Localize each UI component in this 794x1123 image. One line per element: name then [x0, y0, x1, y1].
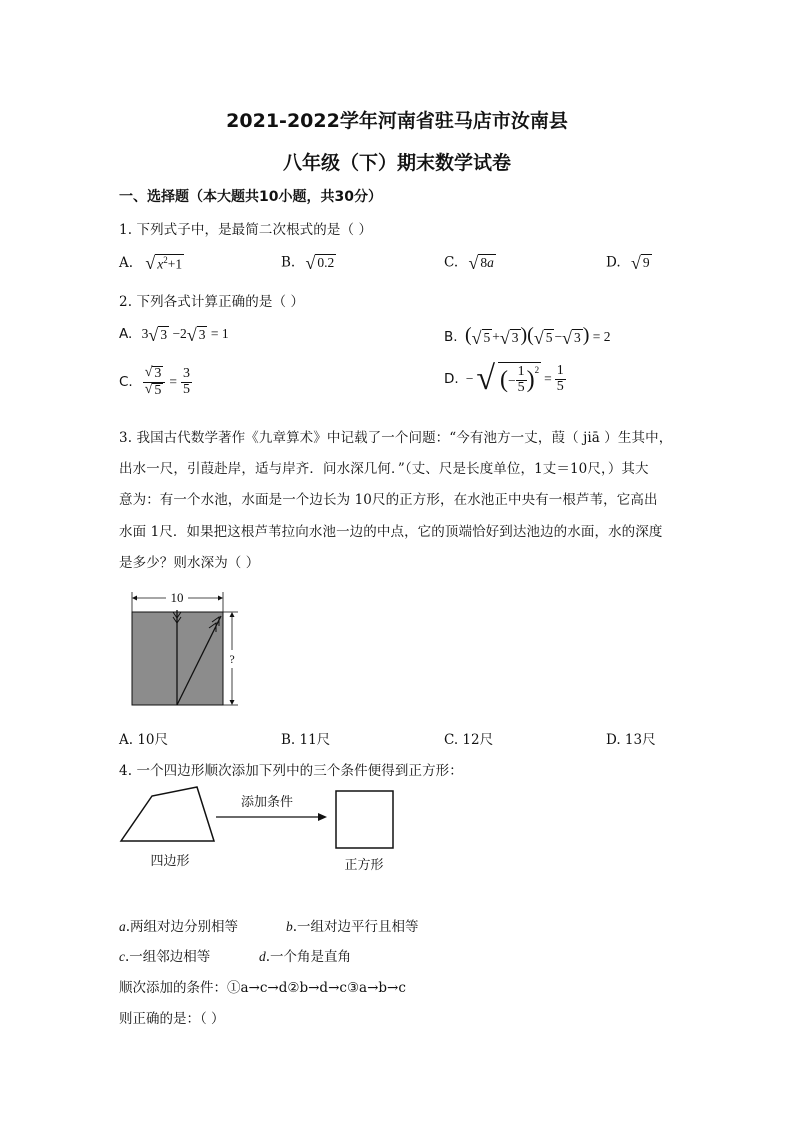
q2-c-fn: 3 — [183, 366, 191, 382]
q2-d-neg: − — [465, 371, 474, 386]
q2-a-radical-2: √ 3 — [186, 325, 206, 345]
q4-cond-b-text: .一组对边平行且相等 — [292, 919, 419, 935]
q1-option-a — [119, 254, 184, 273]
q1-option-b — [281, 254, 336, 272]
q2-c-d: 5 — [154, 382, 162, 398]
q4-cond-d-letter: d — [259, 949, 266, 964]
q4-cond-d-text: .一个角是直角 — [265, 949, 352, 965]
q1-c-radical: √ 8a — [468, 253, 494, 273]
q2-b-r1: 5 — [483, 329, 491, 345]
q2-a-minus: −2 — [172, 326, 187, 342]
q2-d-label: D. — [444, 371, 459, 387]
q2-b-rad3: √ 5 — [533, 327, 553, 348]
q3-width-label: 10 — [170, 590, 184, 605]
q4-right-label: 正方形 — [344, 858, 384, 873]
q1-d-radical: √ 9 — [630, 253, 650, 273]
q1-b-radical: √ 0.2 — [305, 253, 335, 273]
q2-a-radical-1: √ 3 — [148, 325, 168, 345]
q2-stem: 2. 下列各式计算正确的是（ ） — [119, 294, 305, 310]
q2-option-a — [119, 326, 229, 344]
q2-d-radicand: ( − $\frac{1}{5}$ ) $^2$ — [499, 364, 540, 395]
q4-quadrilateral — [121, 787, 214, 841]
q4-condition-d — [259, 945, 351, 965]
q1-a-radical: √ $x^2+1$ — [145, 253, 183, 273]
q2-c-fd: 5 — [183, 381, 191, 397]
q2-option-b: B. ( √ 5 + √ 3 )( √ 5 − √ 3 ) = 2 — [444, 324, 611, 348]
q2-option-c — [119, 366, 192, 399]
q4-cond-c-letter: c — [119, 949, 125, 964]
q4-condition-b — [286, 915, 419, 935]
q2-d-fn: 1 — [517, 364, 525, 380]
q2-c-fraction-right — [181, 367, 192, 397]
q2-d-exp: 2 — [534, 365, 540, 376]
q3-option-c: C. 12尺 — [444, 732, 494, 748]
q4-cond-b-letter: b — [286, 919, 293, 934]
q1-stem: 1. 下列式子中，是最简二次根式的是（ ） — [119, 222, 373, 238]
q2-b-rad1: √ 5 — [471, 327, 491, 348]
q2-a-r1: 3 — [160, 327, 168, 342]
q1-b-label: B. — [281, 254, 296, 271]
q1-b-val: 0.2 — [317, 255, 335, 270]
q2-c-label: C. — [119, 374, 133, 391]
q2-b-eq: = 2 — [592, 329, 611, 344]
q2-a-r2: 3 — [198, 327, 206, 342]
q2-b-plus: + — [492, 329, 500, 344]
q3-line2: 出水一尺，引葭赴岸，适与岸齐．问水深几何．”（丈、尺是长度单位，1丈＝10尺，）其大 — [119, 461, 649, 477]
q2-d-inner-fraction — [516, 365, 527, 395]
q1-a-label: A. — [119, 254, 134, 271]
q2-d-eq: = — [544, 371, 552, 386]
q4-arrow-label: 添加条件 — [240, 795, 294, 810]
q4-square — [336, 791, 393, 848]
q2-b-r4: 3 — [574, 329, 581, 345]
q2-b-rad2: √ 3 — [499, 327, 519, 348]
q3-line5: 是多少？则水深为（ ） — [119, 555, 260, 571]
q1-a-rest: +1 — [167, 256, 183, 272]
paper-title-line1: 2021-2022学年河南省驻马店市汝南县 — [226, 110, 568, 132]
q2-b-r2: 3 — [511, 329, 519, 345]
q4-cond-c-text: .一组邻边相等 — [125, 949, 211, 965]
q1-c-num: 8 — [480, 255, 488, 270]
q1-option-d — [606, 254, 652, 272]
q4-condition-a — [119, 915, 238, 935]
q2-b-r3: 5 — [545, 329, 553, 345]
q3-option-a: A. 10尺 — [119, 732, 169, 748]
q1-c-var: a — [487, 255, 494, 270]
q3-line3: 意为：有一个水池，水面是一个边长为 10尺的正方形，在水池正中央有一根芦苇，它高出 — [119, 492, 658, 508]
q2-a-eq: = 1 — [210, 326, 229, 342]
q4-cond-a-letter: a — [119, 919, 126, 934]
q2-d-in-neg: − — [507, 372, 516, 388]
q2-b-minus: − — [554, 329, 563, 344]
q2-d-result — [555, 364, 566, 394]
q1-c-label: C. — [444, 254, 459, 271]
q1-d-label: D. — [606, 254, 621, 271]
q1-d-val: 9 — [642, 255, 650, 270]
q2-option-d: D. − √ ( − $\frac{1}{5}$ ) $^2$ = $\frac{1}{5}$ — [444, 360, 564, 397]
q1-a-x: x — [157, 256, 164, 272]
q2-d-fd: 5 — [517, 380, 525, 395]
q2-d-rd: 5 — [556, 378, 564, 394]
q3-line4: 水面 1尺．如果把这根芦苇拉向水池一边的中点，它的顶端恰好到达池边的水面，水的深度 — [119, 524, 663, 540]
q4-stem: 4. 一个四边形顺次添加下列中的三个条件便得到正方形： — [119, 763, 463, 779]
q2-b-label: B. — [444, 329, 458, 345]
q3-option-d: D. 13尺 — [606, 732, 656, 748]
q2-c-n: 3 — [154, 366, 162, 381]
q4-order-line: 顺次添加的条件：①a→c→d②b→d→c③a→b→c — [119, 980, 406, 996]
section-heading: 一、选择题（本大题共10小题，共30分） — [119, 189, 382, 205]
q2-a-label: A. — [119, 326, 133, 343]
q2-c-eq: = — [169, 374, 178, 390]
q2-b-rad4: √ 3 — [562, 327, 581, 348]
q3-depth-label: ? — [229, 652, 235, 666]
q2-c-fraction-left: √ 3 √ 5 — [143, 366, 166, 399]
q2-a-coef: 3 — [141, 326, 149, 342]
paper-title-line2: 八年级（下）期末数学试卷 — [282, 152, 511, 174]
q3-pond-figure — [124, 584, 244, 710]
q4-answer-line: 则正确的是：（ ） — [119, 1011, 225, 1027]
q3-line1: 3. 我国古代数学著作《九章算术》中记载了一个问题：“今有池方一丈，葭（ jiā ）生其中， — [119, 430, 673, 446]
q2-d-rn: 1 — [556, 362, 564, 378]
q3-option-b: B. 11尺 — [281, 732, 331, 748]
q4-transform-figure — [118, 784, 398, 880]
q4-cond-a-text: .两组对边分别相等 — [125, 919, 239, 935]
q1-a-exp: 2 — [163, 255, 168, 265]
q4-left-label: 四边形 — [150, 854, 190, 869]
q1-option-c — [444, 254, 496, 272]
q4-condition-c — [119, 945, 210, 965]
